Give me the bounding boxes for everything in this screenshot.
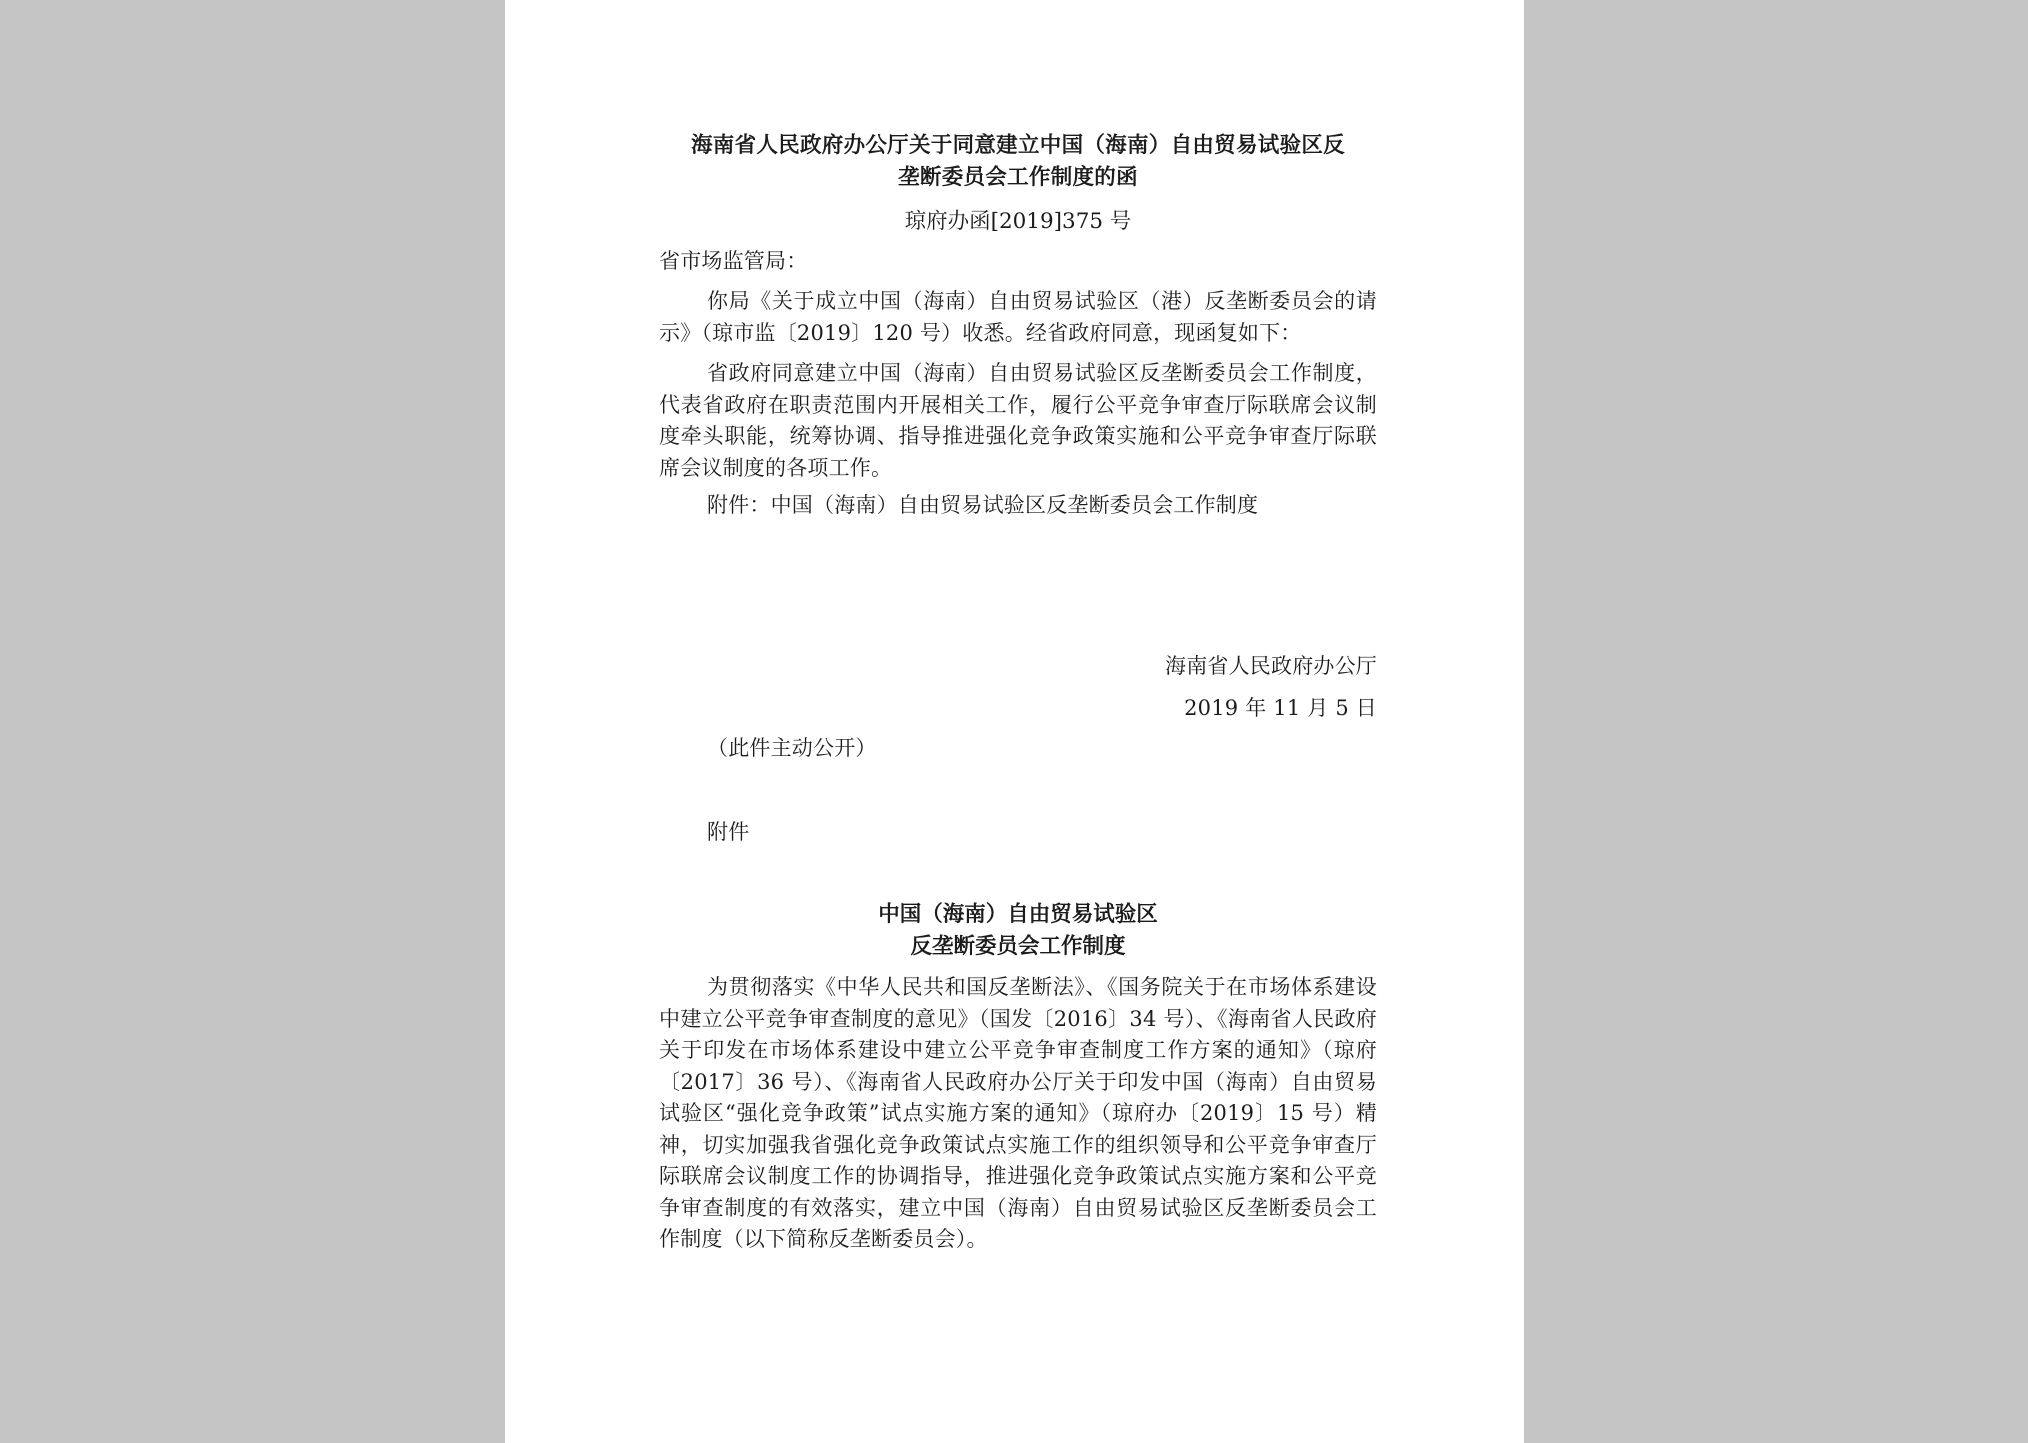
- section-title: [659, 899, 1377, 963]
- attachment-heading: 附件: [707, 820, 750, 844]
- letter-body: [659, 286, 1377, 522]
- section-body: [659, 972, 1377, 1256]
- section-title-line-1: 中国（海南）自由贸易试验区: [878, 902, 1158, 927]
- section-title-line-2: 反垄断委员会工作制度: [910, 934, 1126, 959]
- document-number: 琼府办函[2019]375 号: [904, 209, 1132, 234]
- document-title: [659, 130, 1377, 194]
- addressee: 省市场监管局：: [659, 249, 808, 273]
- paragraph-request: 你局《关于成立中国（海南）自由贸易试验区（港）反垄断委员会的请示》（琼市监〔2019〕120 号）收悉。经省政府同意，现函复如下：: [659, 289, 1377, 345]
- signature-date: 2019 年 11 月 5 日: [1184, 696, 1377, 720]
- document-title-line-2: 垄断委员会工作制度的函: [898, 165, 1138, 190]
- attachment-reference: 附件：中国（海南）自由贸易试验区反垄断委员会工作制度: [707, 493, 1259, 517]
- paragraph-approval: 省政府同意建立中国（海南）自由贸易试验区反垄断委员会工作制度，代表省政府在职责范围内开展相关工作，履行公平竞争审查厅际联席会议制度牵头职能，统筹协调、指导推进强化竞争政策实施和公平竞争审查厅际联席会议制度的各项工作。: [659, 361, 1377, 480]
- document-title-line-1: 海南省人民政府办公厅关于同意建立中国（海南）自由贸易试验区反: [690, 133, 1345, 158]
- signature-organization: 海南省人民政府办公厅: [1165, 654, 1377, 678]
- disclosure-note: （此件主动公开）: [707, 736, 877, 760]
- section-paragraph-intro: 为贯彻落实《中华人民共和国反垄断法》、《国务院关于在市场体系建设中建立公平竞争审查制度的意见》（国发〔2016〕34 号）、《海南省人民政府关于印发在市场体系建设中建立公平竞争审查制度工作方案的通知》（琼府〔2017〕36 号）、《海南省人民政府办公厅关于印发中国（海南）自由贸易试验区“强化竞争政策”试点实施方案的通知》（琼府办〔2019〕15 号）精神，切实加强我省强化竞争政策试点实施工作的组织领导和公平竞争审查厅际联席会议制度工作的协调指导，推进强化竞争政策试点实施方案和公平竞争审查制度的有效落实，建立中国（海南）自由贸易试验区反垄断委员会工作制度（以下简称反垄断委员会）。: [659, 975, 1377, 1251]
- document-page: [505, 0, 1524, 1443]
